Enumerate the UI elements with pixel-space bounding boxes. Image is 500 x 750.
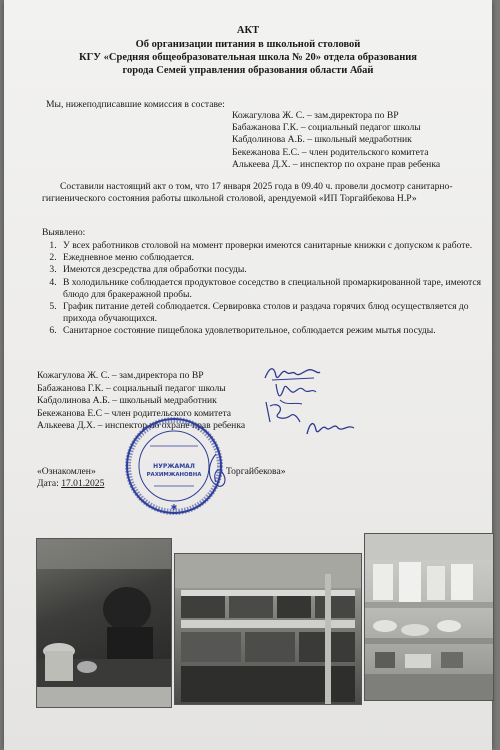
commission-member: Кабдолинова А.Б. – школьный медработник	[232, 134, 412, 146]
photo-dish-shelves	[364, 533, 494, 701]
finding-item: 3. Имеются дезсредства для обработки посуды.	[59, 264, 489, 276]
photo-kitchen-staff	[36, 538, 172, 708]
photo-dish-shelves-image	[365, 534, 493, 700]
official-stamp	[124, 416, 224, 516]
svg-text:✱: ✱	[170, 503, 178, 512]
stamp-name-1: НУРЖАМАЛ	[153, 463, 195, 470]
date-line	[37, 478, 104, 490]
finding-item: 4. В холодильнике соблюдается продуктовое соседство в специальной промаркированной таре, имеются блюдо для бракеражной пробы.	[59, 277, 489, 301]
signature-line: Кабдолинова А.Б. – школьный медработник	[37, 395, 217, 407]
commission-member: Алькеева Д.Х. – инспектор по охране прав ребенка	[232, 158, 441, 170]
commission-member: Бабажанова Г.К. – социальный педагог школы	[232, 122, 421, 134]
signature-line: Бекежанова Е.С – член родительского комитета	[37, 407, 232, 419]
finding-item: 1. У всех работников столовой на момент проверки имеются санитарные книжки с допуском к работе.	[59, 240, 489, 252]
handwritten-signature	[304, 416, 358, 440]
doc-type-heading: АКТ	[236, 25, 260, 36]
finding-item: 2. Ежедневное меню соблюдается.	[59, 252, 489, 264]
photo-dish-racks-image	[175, 554, 361, 704]
handwritten-signature	[260, 398, 304, 428]
school-name-heading: КГУ «Средняя общеобразовательная школа № 20» отдела образования	[79, 52, 417, 63]
signature-line: Кожагулова Ж. С. – зам.директора по ВР	[37, 370, 204, 381]
revealed-label: Выявлено:	[42, 227, 86, 238]
photo-dish-racks	[174, 553, 362, 705]
findings-list	[42, 240, 489, 338]
date-value: 17.01.2025	[61, 478, 105, 489]
commission-member: Кожагулова Ж. С. – зам.директора по ВР	[232, 110, 399, 121]
photo-kitchen-staff-image	[37, 539, 171, 707]
commission-list	[232, 110, 440, 171]
finding-item: 6. Санитарное состояние пищеблока удовлетворительное, соблюдается режим мытья посуды.	[59, 325, 489, 337]
stamp-name-2: РАХИМЖАНОВНА	[146, 472, 202, 478]
finding-item: 5. График питание детей соблюдается. Сервировка столов и раздача горячих блюд осуществляется до прихода обучающихся.	[59, 301, 489, 325]
doc-subject-heading: Об организации питания в школьной столовой	[135, 39, 361, 50]
date-label: Дата:	[37, 478, 62, 489]
acknowledged-name: Торгайбекова»	[226, 466, 286, 477]
commission-member: Бекежанова Е.С. – член родительского комитета	[232, 146, 429, 158]
statement-paragraph: Составили настоящий акт о том, что 17 января 2025 года в 09.40 ч. провели досмотр санитарно-гигиенического состояния работы школьной столовой, арендуемой «ИП Торгайбекова Н.Р»	[42, 181, 453, 205]
department-heading: города Семей управления образования области Абай	[122, 65, 374, 76]
acknowledged-label: «Ознакомлен»	[37, 466, 96, 477]
signature-line: Алькеева Д.Х. – инспектор по охране прав ребенка	[37, 420, 246, 432]
document-page	[4, 0, 492, 750]
signature-line: Бабажанова Г.К. – социальный педагог школы	[37, 382, 226, 394]
intro-text: Мы, нижеподписавшие комиссия в составе:	[46, 99, 225, 110]
